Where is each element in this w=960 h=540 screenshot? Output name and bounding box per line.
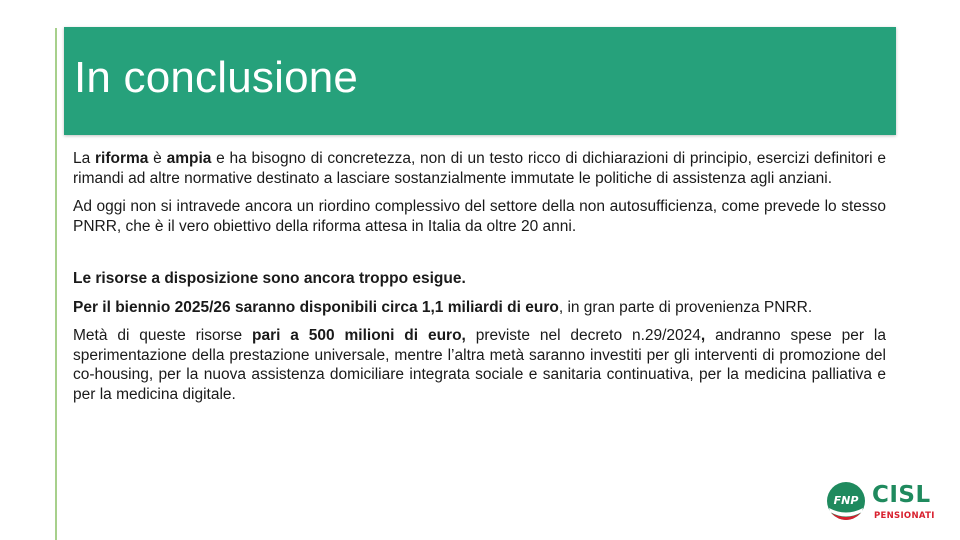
fnp-cisl-logo [826, 481, 946, 523]
text-run: Ad oggi non si intravede ancora un riordino complessivo del settore della non autosufficienza, come prevede lo stesso PNRR, che è il vero obiettivo della riforma attesa in Italia da oltre 20 anni. [73, 198, 886, 235]
text-run: Metà di queste risorse [73, 327, 253, 344]
slide-body [73, 149, 886, 413]
body-paragraph-4 [73, 298, 886, 318]
fnp-badge-icon [826, 481, 866, 521]
logo-subtitle: PENSIONATI [874, 511, 935, 521]
body-paragraph-1 [73, 149, 886, 188]
bold-text-run: Per il biennio 2025/26 saranno disponibili circa 1,1 miliardi di euro [73, 298, 559, 316]
text-run: andranno spese per la sperimentazione della prestazione universale, mentre l’altra metà saranno investiti per gli interventi di promozione del co-housing, per la nuova assistenza domiciliare integrata sociale e sanitaria continuativa, per la medicina palliativa e per la medicina digitale. [73, 327, 886, 403]
logo-name: CISL [872, 482, 931, 508]
text-run: è [148, 150, 167, 167]
body-paragraph-5 [73, 326, 886, 404]
bold-text-run: , [700, 327, 706, 344]
slide-title: In conclusione [74, 53, 359, 102]
fnp-badge-text: FNP [833, 494, 859, 507]
bold-text-run: pari a 500 milioni di euro, [252, 327, 466, 344]
text-run: e ha bisogno di concretezza, non di un testo ricco di dichiarazioni di principio, esercizi definitori e rimandi ad altre normative destinato a lasciare sostanzialmente immutate le politiche di assistenza agli anziani. [73, 150, 886, 187]
bold-text-run: Le risorse a disposizione sono ancora troppo esigue. [73, 270, 466, 287]
body-paragraph-3 [73, 269, 886, 289]
body-paragraph-2 [73, 197, 886, 236]
bold-text-run: ampia [166, 150, 212, 167]
text-run: previste nel decreto n.29/2024 [465, 327, 701, 344]
title-bar [64, 27, 896, 135]
text-run: , in gran parte di provenienza PNRR. [558, 298, 813, 316]
left-accent-rule [55, 28, 57, 540]
bold-text-run: riforma [95, 150, 149, 167]
text-run: La [73, 150, 96, 167]
